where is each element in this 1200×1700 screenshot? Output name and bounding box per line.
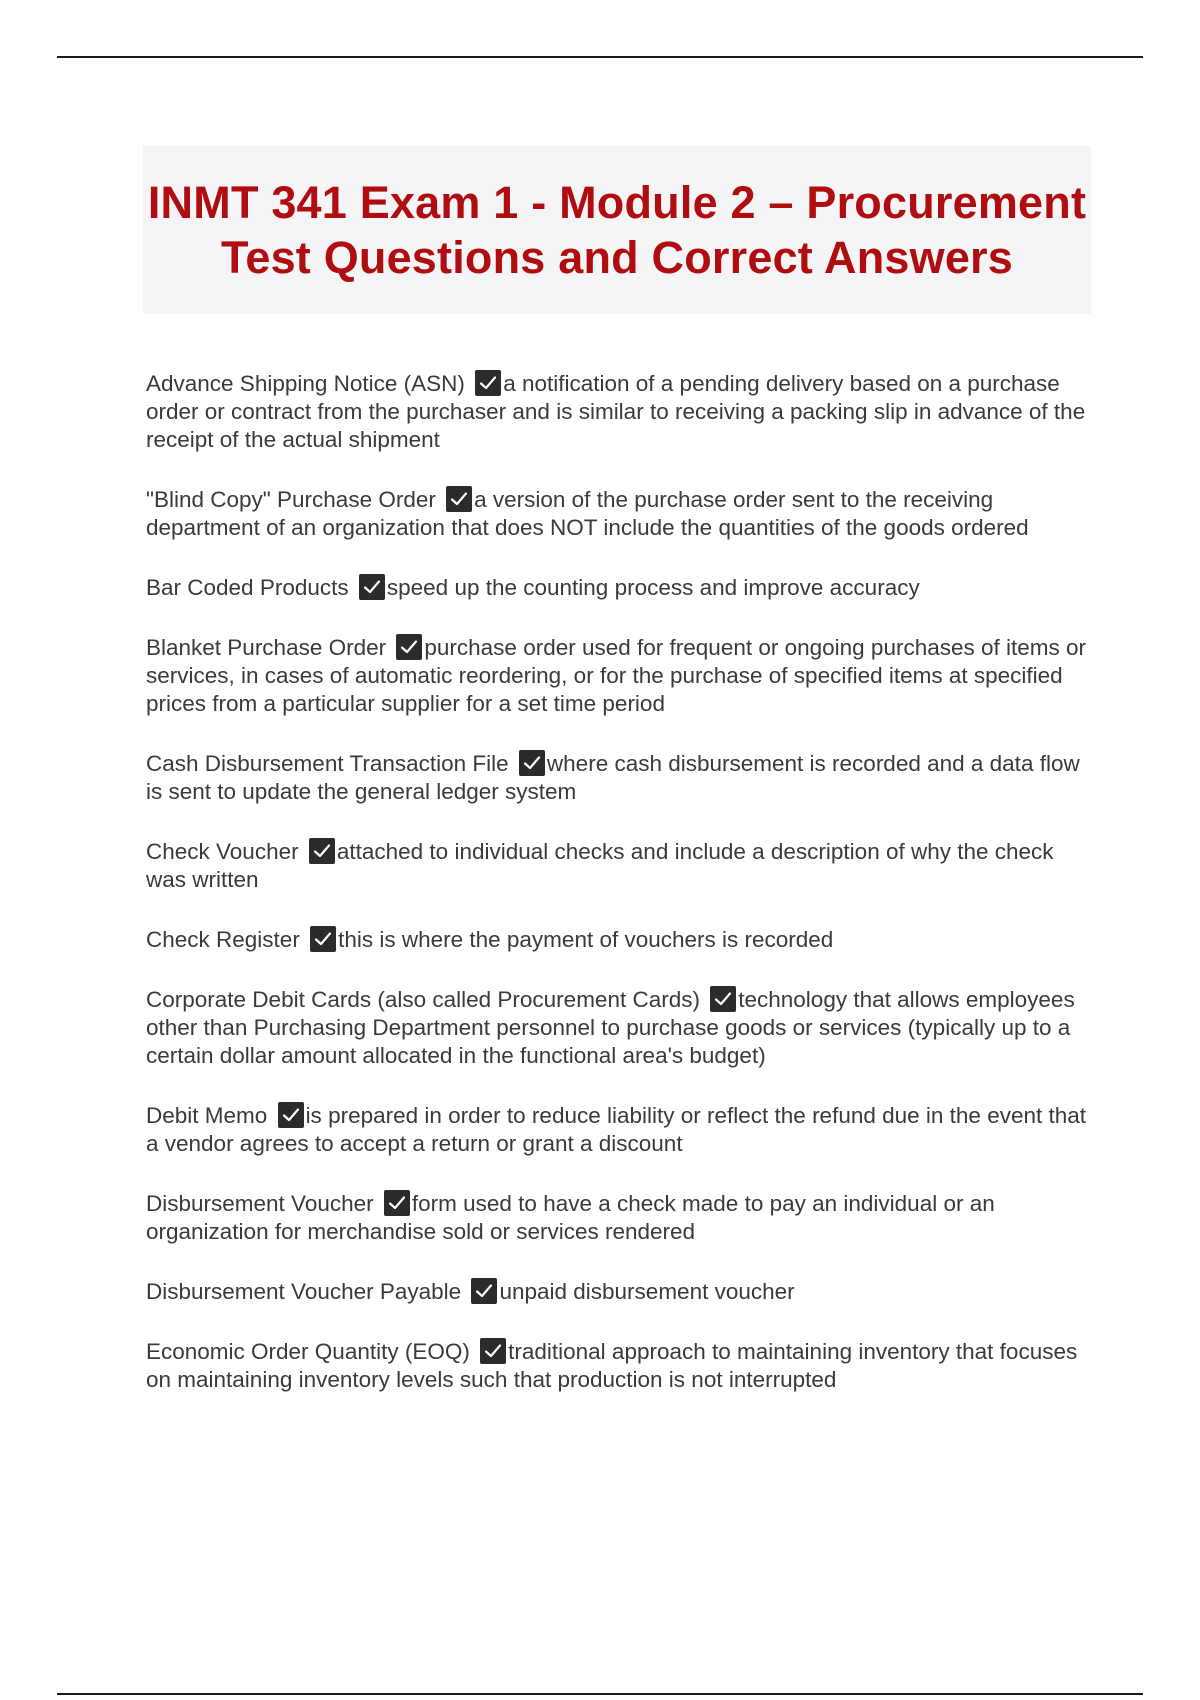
checkmark-icon	[310, 926, 336, 952]
qa-answer: technology that allows employees other than Purchasing Department personnel to purchase goods or services (typically up to a certain dollar amount allocated in the functional area's budget)	[146, 987, 1075, 1068]
qa-item	[146, 750, 1091, 806]
qa-answer: is prepared in order to reduce liability or reflect the refund due in the event that a vendor agrees to accept a return or grant a discount	[146, 1103, 1087, 1156]
document-title: INMT 341 Exam 1 - Module 2 – Procurement Test Questions and Correct Answers	[147, 177, 1087, 283]
qa-item	[146, 1278, 1091, 1306]
qa-answer: speed up the counting process and improve accuracy	[386, 575, 920, 600]
qa-item	[146, 634, 1091, 718]
qa-answer: this is where the payment of vouchers is recorded	[338, 927, 834, 952]
checkmark-icon	[471, 1278, 497, 1304]
checkmark-icon	[446, 486, 472, 512]
qa-item	[146, 1338, 1091, 1394]
qa-term: Bar Coded Products	[146, 575, 349, 600]
qa-term: Check Voucher	[146, 839, 299, 864]
qa-term: Disbursement Voucher	[146, 1191, 374, 1216]
qa-term: Corporate Debit Cards (also called Procurement Cards)	[146, 987, 700, 1012]
checkmark-icon	[396, 634, 422, 660]
bottom-rule	[57, 1693, 1143, 1695]
checkmark-icon	[519, 750, 545, 776]
qa-term: Cash Disbursement Transaction File	[146, 751, 509, 776]
qa-item	[146, 986, 1091, 1070]
qa-item	[146, 370, 1091, 454]
qa-list	[146, 370, 1091, 1426]
checkmark-icon	[384, 1190, 410, 1216]
checkmark-icon	[309, 838, 335, 864]
qa-term: Advance Shipping Notice (ASN)	[146, 371, 465, 396]
qa-item	[146, 838, 1091, 894]
qa-answer: traditional approach to maintaining inventory that focuses on maintaining inventory levels such that production is not interrupted	[146, 1339, 1078, 1392]
checkmark-icon	[480, 1338, 506, 1364]
qa-answer: purchase order used for frequent or ongoing purchases of items or services, in cases of automatic reordering, or for the purchase of specified items at specified prices from a particular supplier for a set time period	[146, 635, 1087, 716]
top-rule	[57, 56, 1143, 58]
qa-term: Disbursement Voucher Payable	[146, 1279, 462, 1304]
checkmark-icon	[475, 370, 501, 396]
qa-answer: a notification of a pending delivery based on a purchase order or contract from the purchaser and is similar to receiving a packing slip in advance of the receipt of the actual shipment	[146, 371, 1086, 452]
qa-term: "Blind Copy" Purchase Order	[146, 487, 436, 512]
qa-term: Blanket Purchase Order	[146, 635, 387, 660]
checkmark-icon	[710, 986, 736, 1012]
qa-term: Debit Memo	[146, 1103, 268, 1128]
qa-answer: unpaid disbursement voucher	[499, 1279, 795, 1304]
checkmark-icon	[359, 574, 385, 600]
qa-item	[146, 926, 1091, 954]
title-banner	[143, 146, 1091, 314]
qa-answer: where cash disbursement is recorded and a data flow is sent to update the general ledger system	[146, 751, 1080, 804]
qa-item	[146, 1190, 1091, 1246]
checkmark-icon	[278, 1102, 304, 1128]
qa-answer: form used to have a check made to pay an individual or an organization for merchandise sold or services rendered	[146, 1191, 995, 1244]
qa-item	[146, 574, 1091, 602]
qa-item	[146, 486, 1091, 542]
qa-item	[146, 1102, 1091, 1158]
qa-term: Economic Order Quantity (EOQ)	[146, 1339, 470, 1364]
qa-term: Check Register	[146, 927, 300, 952]
qa-answer: attached to individual checks and include a description of why the check was written	[146, 839, 1054, 892]
qa-answer: a version of the purchase order sent to the receiving department of an organization that does NOT include the quantities of the goods ordered	[146, 487, 1029, 540]
